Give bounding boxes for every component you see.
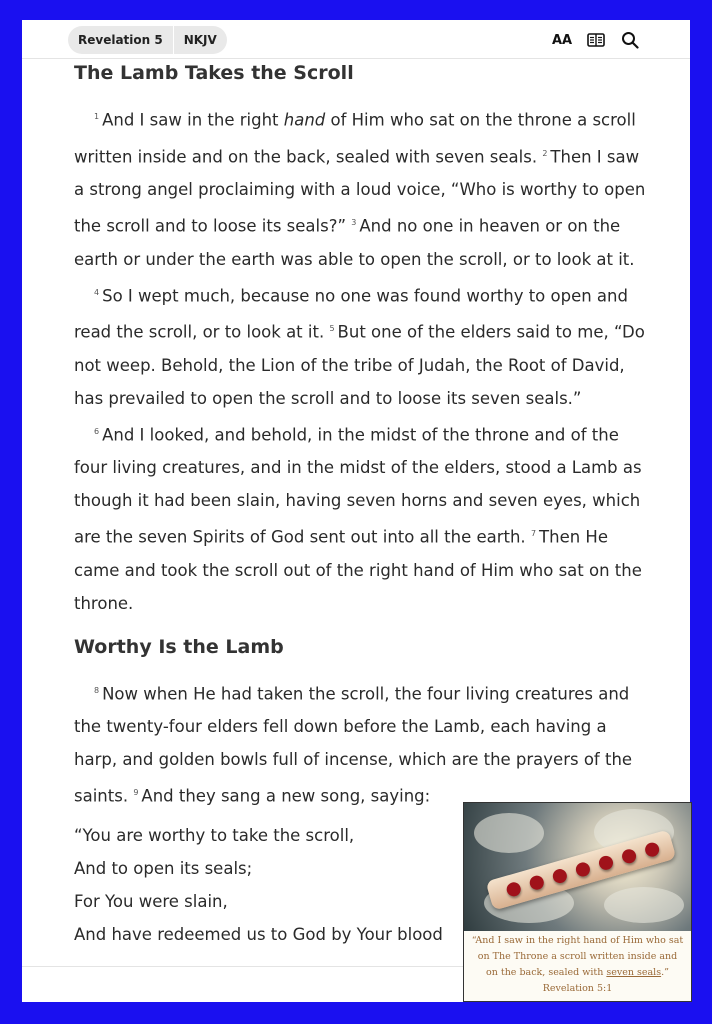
verse-text: of Him who sat on the throne a scroll written inside and on the back, sealed with seven seals.: [74, 110, 636, 166]
verse-text: Then I saw a strong angel proclaiming with a loud voice, “Who is worthy to open the scroll and to loose its seals?”: [74, 147, 646, 236]
verse-number[interactable]: 9: [133, 788, 139, 797]
image-caption: [464, 933, 691, 997]
verse-text: But one of the elders said to me, “Do not weep. Behold, the Lion of the tribe of Judah, the Root of David, has prevailed to open the scroll and to loose its seven seals.”: [74, 322, 645, 408]
passage-selector: [68, 26, 227, 54]
verse-image-card: [463, 802, 692, 1002]
verse-text: And they sang a new song, saying:: [141, 786, 431, 806]
verse-number[interactable]: 2: [542, 148, 548, 158]
verse-number[interactable]: 1: [94, 112, 100, 121]
toolbar-actions: [552, 30, 640, 50]
verse-text: Now when He had taken the scroll, the four living creatures and the twenty-four elders fell down before the Lamb, each having a harp, and golden bowls full of incense, which are the prayers of the saints.: [74, 684, 633, 806]
verse-number[interactable]: 4: [94, 287, 100, 297]
poem-line: And have redeemed us to God by Your blood: [74, 924, 443, 944]
version-button[interactable]: NKJV: [183, 33, 217, 47]
caption-text: on the back, sealed with: [486, 967, 607, 978]
scroll-illustration: [464, 803, 691, 931]
paragraph: [74, 100, 649, 276]
verse-number[interactable]: 6: [94, 426, 100, 436]
caption-text: .”: [661, 967, 669, 978]
caption-line: [464, 965, 691, 981]
section-heading: Worthy Is the Lamb: [74, 635, 284, 658]
search-icon[interactable]: [620, 30, 640, 50]
verse-text: Then He came and took the scroll out of the right hand of Him who sat on the throne.: [74, 527, 642, 613]
paragraph: [74, 276, 649, 415]
poem-line: “You are worthy to take the scroll,: [74, 825, 355, 845]
verse-text: So I wept much, because no one was found worthy to open and read the scroll, or to look at it.: [74, 286, 628, 342]
caption-line: “And I saw in the right hand of Him who sat: [471, 935, 684, 946]
book-chapter-button[interactable]: Revelation 5: [78, 33, 163, 47]
verse-text: And no one in heaven or on the earth or under the earth was able to open the scroll, or to look at it.: [74, 216, 635, 269]
verse-number[interactable]: 7: [530, 529, 537, 538]
verse-text: And I saw in the right: [102, 110, 284, 130]
top-toolbar: [22, 20, 690, 59]
paragraph: [74, 415, 649, 620]
verse-text: And I looked, and behold, in the midst of the throne and of the four living creatures, and in the midst of the elders, stood a Lamb as though it had been slain, having seven horns and seven eyes, which are the seven Spirits of God sent out into all the earth.: [74, 425, 642, 547]
verse-number[interactable]: 3: [351, 218, 357, 227]
section-heading: The Lamb Takes the Scroll: [74, 62, 354, 84]
parallel-view-icon[interactable]: [586, 30, 606, 50]
verse-number[interactable]: 8: [94, 685, 100, 695]
caption-underlined: seven seals: [606, 967, 662, 978]
text-size-icon[interactable]: AA: [551, 32, 573, 48]
poem-line: And to open its seals;: [74, 858, 253, 878]
verse-text-italic: hand: [283, 110, 326, 130]
poem-line: For You were slain,: [74, 891, 228, 911]
caption-reference: Revelation 5:1: [542, 983, 613, 994]
verse-number[interactable]: 5: [329, 324, 335, 333]
caption-line: on The Throne a scroll written inside and: [477, 951, 678, 962]
paragraph: [74, 674, 649, 813]
